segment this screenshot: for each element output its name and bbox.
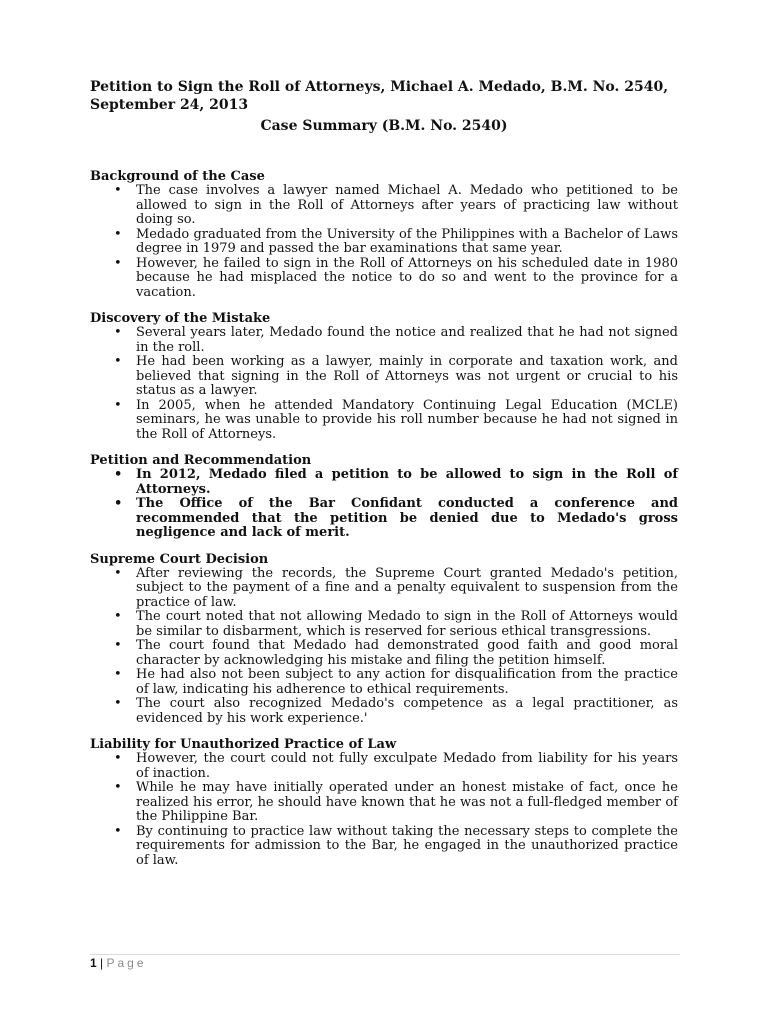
bullet-icon: • (114, 780, 122, 795)
section-heading: Petition and Recommendation (90, 453, 312, 468)
list-item (90, 355, 678, 399)
section-heading: Liability for Unauthorized Practice of Law (90, 737, 397, 752)
section-petition (90, 453, 678, 541)
page-number: 1 (90, 956, 97, 970)
page-label: Page (106, 956, 147, 970)
list-item (90, 752, 678, 781)
bullet-icon: • (114, 565, 122, 581)
list-item-text: In 2005, when he attended Mandatory Continuing Legal Education (MCLE) seminars, he was unable to provide his roll number because he had not signed in the Roll of Attorneys. (136, 397, 678, 442)
bullet-list (90, 326, 678, 442)
bullet-list (90, 184, 678, 300)
list-item-text: After reviewing the records, the Supreme Court granted Medado's petition, subject to the payment of a fine and a penalty equivalent to suspension from the practice of law. (136, 565, 678, 610)
bullet-icon: • (114, 226, 122, 242)
list-item-text: He had been working as a lawyer, mainly in corporate and taxation work, and believed that signing in the Roll of Attorneys was not urgent or crucial to his status as a lawyer. (136, 354, 678, 398)
list-item-text: However, he failed to sign in the Roll of Attorneys on his scheduled date in 1980 because he had misplaced the notice to do so and went to the province for a vacation. (136, 255, 678, 300)
bullet-icon: • (114, 696, 122, 711)
list-item-text: The case involves a lawyer named Michael A. Medado who petitioned to be allowed to sign in the Roll of Attorneys after years of practicing law without doing so. (136, 183, 678, 227)
bullet-icon: • (114, 823, 122, 839)
list-item (90, 610, 678, 639)
bullet-icon: • (114, 183, 122, 198)
bullet-icon: • (114, 751, 122, 766)
bullet-icon: • (114, 667, 122, 682)
section-heading: Background of the Case (90, 169, 265, 184)
bullet-icon: • (114, 255, 122, 271)
page-footer (90, 956, 147, 970)
document-body (90, 78, 678, 868)
bullet-icon: • (114, 397, 122, 413)
list-item (90, 497, 678, 541)
section-heading: Discovery of the Mistake (90, 311, 271, 326)
list-item (90, 257, 678, 301)
section-liability (90, 737, 678, 868)
list-item-text: The court noted that not allowing Medado to sign in the Roll of Attorneys would be similar to disbarment, which is reserved for serious ethical transgressions. (136, 609, 678, 639)
list-item (90, 326, 678, 355)
list-item-text: The Office of the Bar Confidant conducted a conference and recommended that the petition be denied due to Medado's gross negligence and lack of merit. (136, 496, 678, 540)
bullet-icon: • (114, 638, 122, 653)
section-heading: Supreme Court Decision (90, 551, 269, 567)
document-title: Petition to Sign the Roll of Attorneys, Michael A. Medado, B.M. No. 2540, September 24, 2013 (90, 79, 669, 113)
section-background (90, 169, 678, 300)
footer-separator: | (100, 956, 104, 970)
bullet-list (90, 752, 678, 868)
list-item (90, 697, 678, 726)
bullet-icon: • (114, 496, 123, 511)
footer-divider (90, 954, 680, 955)
list-item-text: In 2012, Medado filed a petition to be allowed to sign in the Roll of Attorneys. (136, 467, 678, 497)
bullet-list (90, 567, 678, 727)
document-subtitle: Case Summary (B.M. No. 2540) (260, 118, 508, 134)
bullet-icon: • (114, 354, 122, 369)
list-item (90, 228, 678, 257)
bullet-list (90, 468, 678, 541)
list-item (90, 567, 678, 611)
bullet-icon: • (114, 325, 122, 340)
list-item-text: However, the court could not fully exculpate Medado from liability for his years of inaction. (136, 751, 678, 781)
list-item (90, 399, 678, 443)
section-discovery (90, 311, 678, 442)
list-item-text: By continuing to practice law without taking the necessary steps to complete the requirements for admission to the Bar, he engaged in the unauthorized practice of law. (136, 823, 678, 868)
list-item-text: Several years later, Medado found the notice and realized that he had not signed in the roll. (136, 325, 678, 355)
list-item (90, 668, 678, 697)
section-decision (90, 552, 678, 727)
list-item (90, 184, 678, 228)
list-item-text: He had also not been subject to any action for disqualification from the practice of law, indicating his adherence to ethical requirements. (136, 667, 678, 697)
list-item (90, 781, 678, 825)
bullet-icon: • (114, 609, 122, 624)
list-item-text: Medado graduated from the University of the Philippines with a Bachelor of Laws degree in 1979 and passed the bar examinations that same year. (136, 226, 678, 256)
list-item-text: The court found that Medado had demonstrated good faith and good moral character by acknowledging his mistake and filing the petition himself. (136, 638, 678, 668)
list-item (90, 639, 678, 668)
list-item (90, 468, 678, 497)
list-item-text: The court also recognized Medado's competence as a legal practitioner, as evidenced by his work experience.' (136, 696, 678, 726)
list-item (90, 825, 678, 869)
list-item-text: While he may have initially operated under an honest mistake of fact, once he realized his error, he should have known that he was not a full-fledged member of the Philippine Bar. (136, 780, 678, 824)
bullet-icon: • (114, 467, 123, 482)
